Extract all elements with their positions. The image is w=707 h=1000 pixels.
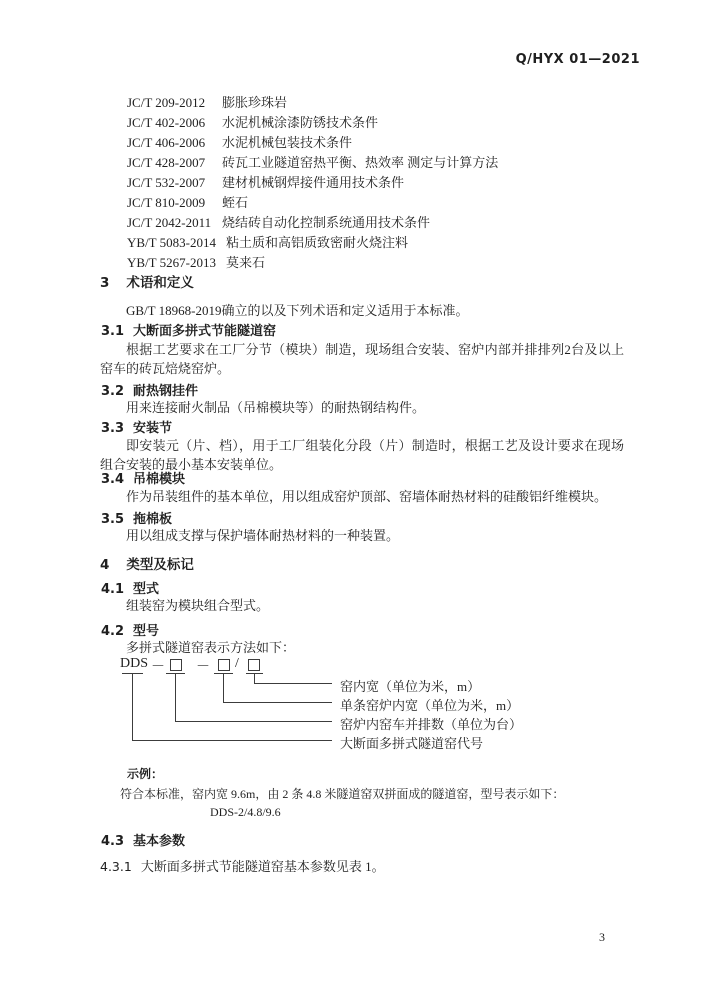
callout-label-kiln-inner-width: 窑内宽（单位为米，m） bbox=[340, 679, 481, 694]
callout-leader-horizontal bbox=[223, 702, 332, 703]
reference-item bbox=[127, 153, 498, 173]
page-number: 3 bbox=[599, 930, 605, 944]
reference-title: 水泥机械包装技术条件 bbox=[222, 135, 353, 150]
term-heading-3-4 bbox=[101, 468, 185, 487]
section-heading-terms bbox=[100, 271, 194, 291]
callout-leader-vertical bbox=[254, 673, 255, 683]
term-title: 大断面多拼式节能隧道窑 bbox=[133, 324, 277, 339]
subsection-title: 型号 bbox=[133, 624, 160, 639]
term-heading-3-2 bbox=[101, 380, 198, 399]
reference-code: JC/T 209-2012 bbox=[127, 95, 206, 110]
reference-title: 砖瓦工业隧道窑热平衡、热效率 测定与计算方法 bbox=[222, 155, 499, 170]
model-box bbox=[218, 659, 230, 671]
term-number: 3.2 bbox=[101, 384, 125, 399]
model-designation-diagram bbox=[100, 656, 660, 756]
callout-label-single-kiln-width: 单条窑炉内宽（单位为米，m） bbox=[340, 698, 520, 713]
example-label: 示例： bbox=[127, 767, 164, 781]
subsection-number: 4.1 bbox=[101, 582, 125, 597]
clause-4-3-1 bbox=[100, 857, 385, 876]
section-title: 术语和定义 bbox=[126, 275, 194, 291]
subsection-heading-4-3 bbox=[101, 830, 185, 849]
reference-item bbox=[127, 233, 498, 253]
reference-code: YB/T 5083-2014 bbox=[127, 235, 216, 250]
reference-item bbox=[127, 213, 498, 233]
term-number: 3.4 bbox=[101, 472, 125, 487]
term-title: 吊棉模块 bbox=[133, 472, 186, 487]
term-heading-3-1 bbox=[101, 320, 276, 339]
reference-code: JC/T 532-2007 bbox=[127, 175, 206, 190]
reference-title: 粘土质和高铝质致密耐火烧注料 bbox=[225, 235, 408, 250]
model-prefix: DDS bbox=[120, 656, 149, 671]
term-definition-3-4: 作为吊装组件的基本单位，用以组成窑炉顶部、窑墙体耐热材料的硅酸铝纤维模块。 bbox=[126, 489, 608, 504]
standard-code-header: Q/HYX 01—2021 bbox=[515, 52, 640, 67]
subsection-title: 型式 bbox=[133, 582, 160, 597]
reference-code: JC/T 402-2006 bbox=[127, 115, 206, 130]
subsection-number: 4.2 bbox=[101, 624, 125, 639]
term-title: 耐热钢挂件 bbox=[133, 384, 199, 399]
term-heading-3-5 bbox=[101, 508, 172, 527]
model-slash: / bbox=[235, 656, 239, 671]
reference-code: JC/T 406-2006 bbox=[127, 135, 206, 150]
reference-list bbox=[127, 93, 498, 273]
subsection-title: 基本参数 bbox=[133, 834, 186, 849]
subsection-heading-4-2 bbox=[101, 620, 159, 639]
section-title: 类型及标记 bbox=[126, 557, 194, 573]
reference-item bbox=[127, 173, 498, 193]
model-dash: － bbox=[196, 660, 210, 675]
terms-intro: GB/T 18968-2019确立的以及下列术语和定义适用于本标准。 bbox=[126, 303, 469, 318]
model-designation-intro: 多拼式隧道窑表示方法如下： bbox=[126, 640, 296, 655]
reference-title: 莫来石 bbox=[225, 255, 265, 270]
callout-leader-horizontal bbox=[132, 740, 332, 741]
reference-item bbox=[127, 253, 498, 273]
callout-label-tunnel-kiln-code: 大断面多拼式隧道窑代号 bbox=[340, 736, 484, 751]
reference-item bbox=[127, 193, 498, 213]
clause-text: 大断面多拼式节能隧道窑基本参数见表 1。 bbox=[140, 859, 385, 874]
term-definition-3-2: 用来连接耐火制品（吊棉模块等）的耐热钢结构件。 bbox=[126, 400, 426, 415]
section-heading-types bbox=[100, 553, 194, 573]
reference-title: 烧结砖自动化控制系统通用技术条件 bbox=[222, 215, 431, 230]
reference-item bbox=[127, 113, 498, 133]
callout-leader-vertical bbox=[175, 673, 176, 721]
reference-item bbox=[127, 93, 498, 113]
reference-title: 建材机械钢焊接件通用技术条件 bbox=[222, 175, 405, 190]
reference-item bbox=[127, 133, 498, 153]
section-number: 4 bbox=[100, 557, 110, 573]
reference-title: 水泥机械涂漆防锈技术条件 bbox=[222, 115, 379, 130]
reference-code: YB/T 5267-2013 bbox=[127, 255, 216, 270]
subsection-heading-4-1 bbox=[101, 578, 159, 597]
callout-leader-horizontal bbox=[254, 683, 332, 684]
term-definition-3-1: 根据工艺要求在工厂分节（模块）制造，现场组合安装、窑炉内部并排排列2台及以上窑车的砖瓦焙烧窑炉。 bbox=[100, 342, 624, 376]
model-box bbox=[170, 659, 182, 671]
term-title: 安装节 bbox=[133, 421, 173, 436]
callout-leader-vertical bbox=[132, 673, 133, 740]
clause-number: 4.3.1 bbox=[100, 859, 132, 874]
callout-leader-horizontal bbox=[175, 721, 332, 722]
term-definition-3-5: 用以组成支撑与保护墙体耐热材料的一种装置。 bbox=[126, 528, 400, 543]
term-number: 3.5 bbox=[101, 512, 125, 527]
section-number: 3 bbox=[100, 275, 110, 291]
subsection-number: 4.3 bbox=[101, 834, 125, 849]
term-title: 拖棉板 bbox=[133, 512, 173, 527]
example-text: 符合本标准，窑内宽 9.6m，由 2 条 4.8 米隧道窑双拼面成的隧道窑，型号表示如下： bbox=[120, 787, 565, 801]
subsection-body-4-1: 组装窑为模块组合型式。 bbox=[126, 598, 270, 613]
model-box bbox=[248, 659, 260, 671]
callout-leader-vertical bbox=[223, 673, 224, 702]
callout-label-kiln-car-rows: 窑炉内窑车并排数（单位为台） bbox=[340, 717, 523, 732]
term-number: 3.3 bbox=[101, 421, 125, 436]
model-dash: － bbox=[151, 660, 165, 675]
term-heading-3-3 bbox=[101, 417, 172, 436]
reference-code: JC/T 810-2009 bbox=[127, 195, 206, 210]
reference-title: 膨胀珍珠岩 bbox=[222, 95, 288, 110]
reference-title: 蛭石 bbox=[222, 195, 249, 210]
term-number: 3.1 bbox=[101, 324, 125, 339]
example-model: DDS-2/4.8/9.6 bbox=[210, 805, 281, 819]
reference-code: JC/T 2042-2011 bbox=[127, 215, 212, 230]
reference-code: JC/T 428-2007 bbox=[127, 155, 206, 170]
term-definition-3-3: 即安装元（片、档），用于工厂组装化分段（片）制造时，根据工艺及设计要求在现场组合安装的最小基本安装单位。 bbox=[100, 438, 624, 472]
